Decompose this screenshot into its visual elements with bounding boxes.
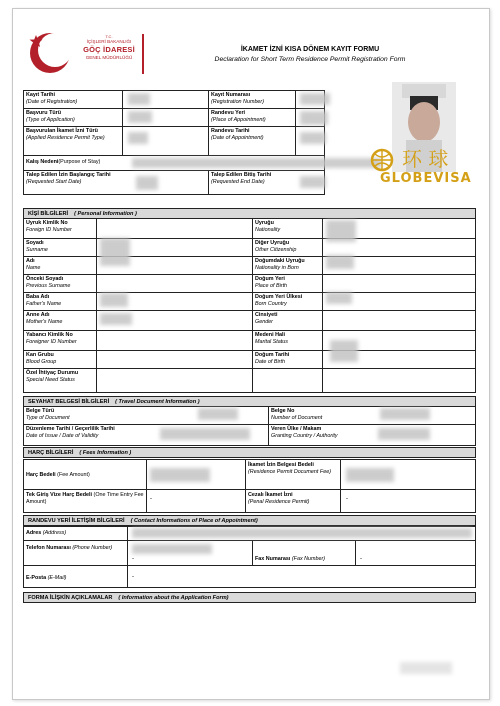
field-basvuru-turu [26,110,121,124]
label-en: (One Time Entry Fee Amount) [26,492,144,505]
divider [23,108,325,109]
label-en: (Registration Number) [211,98,265,105]
divider [23,540,476,541]
label-en: Blood Group [26,358,57,365]
redacted-value [100,313,132,325]
label-en: Mother's Name [26,318,63,325]
section-title-en: ( Personal Information ) [74,211,137,217]
field-tek-giris [26,492,144,506]
redacted-value [326,220,356,242]
label-en: (Place of Appointment) [211,116,266,123]
label-tr: Adı [26,258,35,264]
label-tr: Başvuru Türü [26,110,62,116]
redacted-value [132,158,382,168]
field-eposta [26,575,126,582]
divider [23,126,325,127]
label-en: (Fax Number) [291,556,326,562]
divider [268,406,269,446]
personal-left-field [26,240,96,254]
field-fax [255,556,355,563]
label-en: Date of Issue / Date of Validity [26,432,99,439]
label-en: (Requested Start Date) [26,178,82,185]
label-tr: Doğumdaki Uyruğu [255,258,305,264]
redacted-value [330,340,358,362]
field-talep-bitis [211,172,311,186]
form-title: İKAMET İZNİ KISA DÖNEM KAYIT FORMU [240,46,380,53]
section-title-en: ( Fees Information ) [79,450,132,456]
divider [23,368,252,369]
email-value-dash: - [132,574,134,580]
redacted-value [100,238,130,266]
personal-right-field [255,258,323,272]
label-tr: Belge No [271,408,295,414]
label-tr: Kayıt Numarası [211,92,251,98]
label-en: Surname [26,246,48,253]
label-tr: E-Posta [26,575,47,581]
field-cezali [248,492,338,506]
redacted-value [326,255,354,269]
label-en: Granting Country / Authority [271,432,338,439]
divider [23,489,476,490]
field-kayit-tarihi [26,92,121,106]
divider [252,350,476,351]
section-title-tr: SEYAHAT BELGESİ BİLGİLERİ [28,399,110,405]
divider [122,90,123,155]
redacted-value [326,292,352,304]
label-en: (Residence Permit Document Fee) [248,468,331,475]
label-en: (Address) [42,530,67,536]
logo-separator [142,34,144,74]
label-en: (Penal Residence Permit) [248,498,310,505]
personal-left-field [26,332,96,346]
divider [146,459,147,513]
personal-right-field [255,312,323,326]
label-tr: Talep Edilen Bitiş Tarihi [211,172,272,178]
section-title-tr: FORMA İLİŞKİN AÇIKLAMALAR [28,595,113,601]
field-kayit-numarasi [211,92,295,106]
label-tr: Doğum Yeri Ülkesi [255,294,303,300]
redacted-value [132,544,212,554]
label-tr: Özel İhtiyaç Durumu [26,370,79,376]
label-tr: Harç Bedeli [26,472,56,478]
personal-left-field [26,370,96,384]
divider [23,350,252,351]
form-subtitle: Declaration for Short Term Residence Permit Registration Form [214,56,406,63]
label-en: (E-Mail) [47,575,67,581]
divider [355,540,356,565]
label-tr: Medeni Hali [255,332,285,338]
label-tr: Cinsiyeti [255,312,278,318]
label-en: (Applied Residence Permit Type) [26,134,105,141]
label-tr: Fax Numarası [255,556,291,562]
divider [340,459,341,513]
label-en: (Type of Application) [26,116,75,123]
label-en: Type of Document [26,414,70,421]
label-en: Born Country [255,300,287,307]
label-en: Marital Status [255,338,288,345]
field-harc-bedeli [26,472,144,479]
redacted-value [100,293,128,307]
personal-right-field [255,240,323,254]
divider [23,310,252,311]
divider [252,256,476,257]
field-talep-baslangic [26,172,121,186]
divider [252,218,253,393]
personal-right-field [255,352,323,366]
goc-idaresi-logo [24,28,74,78]
redacted-value [128,132,148,144]
label-en: (Requested End Date) [211,178,265,185]
redacted-value [198,408,238,420]
section-remarks-header [23,592,476,603]
redacted-value [132,528,472,538]
section-title-tr: KİŞİ BİLGİLERİ [28,211,69,217]
label-tr: İkamet İzin Belgesi Bedeli [248,462,314,468]
divider [295,90,296,155]
watermark-en: GLOBEVISA [380,171,472,184]
redacted-value [150,468,210,482]
field-belge-turu [26,408,146,422]
section-title-en: ( Contact Informations of Place of Appointment) [130,518,258,524]
divider [23,256,252,257]
section-contact-header [23,515,476,526]
personal-left-field [26,276,96,290]
divider [23,565,476,566]
personal-left-field [26,352,96,366]
label-en: Nationality [255,226,281,233]
divider [23,155,325,156]
label-tr: Anne Adı [26,312,50,318]
label-tr: Kan Grubu [26,352,54,358]
redacted-value [300,176,326,188]
label-en: Other Citizenship [255,246,297,253]
redacted-value [300,93,330,105]
penal-value-dash: - [346,496,348,502]
divider [252,330,476,331]
field-veren-ulke [271,426,371,440]
label-en: Nationality in Born [255,264,299,271]
divider [208,90,209,155]
logo-line-3: GÖÇ İDARESİ [83,45,135,55]
divider [23,274,252,275]
logo-line-1: T.C. [105,34,113,39]
divider [96,218,97,393]
redacted-value [160,428,250,440]
section-title-en: ( Travel Document Information ) [115,399,200,405]
redacted-value [128,93,150,105]
redacted-footer [400,662,452,674]
divider [208,170,209,195]
divider [23,330,252,331]
label-tr: Baba Adı [26,294,50,300]
label-tr: Önceki Soyadı [26,276,64,282]
divider [252,238,476,239]
section-title-tr: RANDEVU YERİ İLETİŞİM BİLGİLERİ [28,518,125,524]
label-en: Gender [255,318,273,325]
divider [23,238,252,239]
label-tr: Başvurulan İkamet İzni Türü [26,128,98,134]
divider [252,310,476,311]
label-tr: Doğum Yeri [255,276,285,282]
divider [23,292,252,293]
label-tr: Uyruğu [255,220,274,226]
label-tr: Doğum Tarihi [255,352,290,358]
logo-line-2: İÇİŞLERİ BAKANLIĞI [86,39,132,45]
personal-right-field [255,294,323,308]
label-tr: Veren Ülke / Makam [271,426,322,432]
label-en: (Date of Appointment) [211,134,264,141]
globevisa-watermark [368,142,486,184]
field-randevu-yeri [211,110,295,124]
fee-value-dash: - [150,496,152,502]
redacted-value [380,408,430,420]
divider [252,274,476,275]
personal-right-field [255,276,323,290]
redacted-value [300,111,328,125]
label-tr: Belge Türü [26,408,55,414]
phone-value-dash: - [132,556,134,562]
label-tr: Kalış Nedeni [26,159,59,165]
label-tr: Tek Giriş Vize Harç Bedeli [26,492,93,498]
label-tr: Cezalı İkamet İzni [248,492,293,498]
label-en: (Purpose of Stay) [58,159,101,165]
label-tr: Talep Edilen İzin Başlangıç Tarihi [26,172,111,178]
fax-value-dash: - [360,556,362,562]
label-tr: Düzenleme Tarihi / Geçerlilik Tarihi [26,426,115,432]
field-duzenleme [26,426,156,440]
field-ikamet-bedeli [248,462,338,476]
label-en: Number of Document [271,414,323,421]
label-en: (Date of Registration) [26,98,78,105]
redacted-value [128,111,152,123]
field-kalis-nedeni [26,159,136,166]
label-en: Special Need Status [26,376,75,383]
label-tr: Yabancı Kimlik No [26,332,73,338]
label-tr: Soyadı [26,240,44,246]
personal-right-field [255,220,323,234]
divider [252,292,476,293]
label-en: Name [26,264,41,271]
divider [23,424,476,425]
divider [23,170,325,171]
label-en: Previous Surname [26,282,71,289]
personal-left-field [26,258,96,272]
redacted-value [136,176,158,190]
divider [252,368,476,369]
personal-right-field [255,332,323,346]
watermark-cn: 环 球 [402,147,449,171]
label-tr: Uyruk Kimlik No [26,220,68,226]
label-en: Father's Name [26,300,62,307]
field-adres [26,530,126,537]
personal-left-field [26,220,96,234]
logo-line-4: GENEL MÜDÜRLÜĞÜ [85,54,133,60]
redacted-value [346,468,394,482]
label-en: (Phone Number) [72,545,113,551]
label-en: Place of Birth [255,282,288,289]
field-belge-no [271,408,371,422]
label-en: Foreigner ID Number [26,338,77,345]
divider [252,540,253,565]
label-tr: Randevu Yeri [211,110,246,116]
personal-left-field [26,294,96,308]
field-randevu-tarihi [211,128,295,142]
redacted-value [378,428,430,440]
field-telefon [26,545,126,552]
section-title-tr: HARÇ BİLGİLERİ [28,450,74,456]
label-en: Date of Birth [255,358,285,365]
label-tr: Telefon Numarası [26,545,71,551]
label-tr: Adres [26,530,42,536]
section-fees-header [23,447,476,458]
label-en: Foreign ID Number [26,226,72,233]
label-en: (Fee Amount) [57,472,90,478]
redacted-value [300,132,326,144]
divider [245,459,246,513]
personal-left-field [26,312,96,326]
section-title-en: ( Information about the Application Form) [118,595,229,601]
logo-text [78,34,140,61]
divider [127,526,128,588]
label-tr: Kayıt Tarihi [26,92,55,98]
label-tr: Diğer Uyruğu [255,240,290,246]
field-basvurulan-izin [26,128,121,142]
label-tr: Randevu Tarihi [211,128,250,134]
